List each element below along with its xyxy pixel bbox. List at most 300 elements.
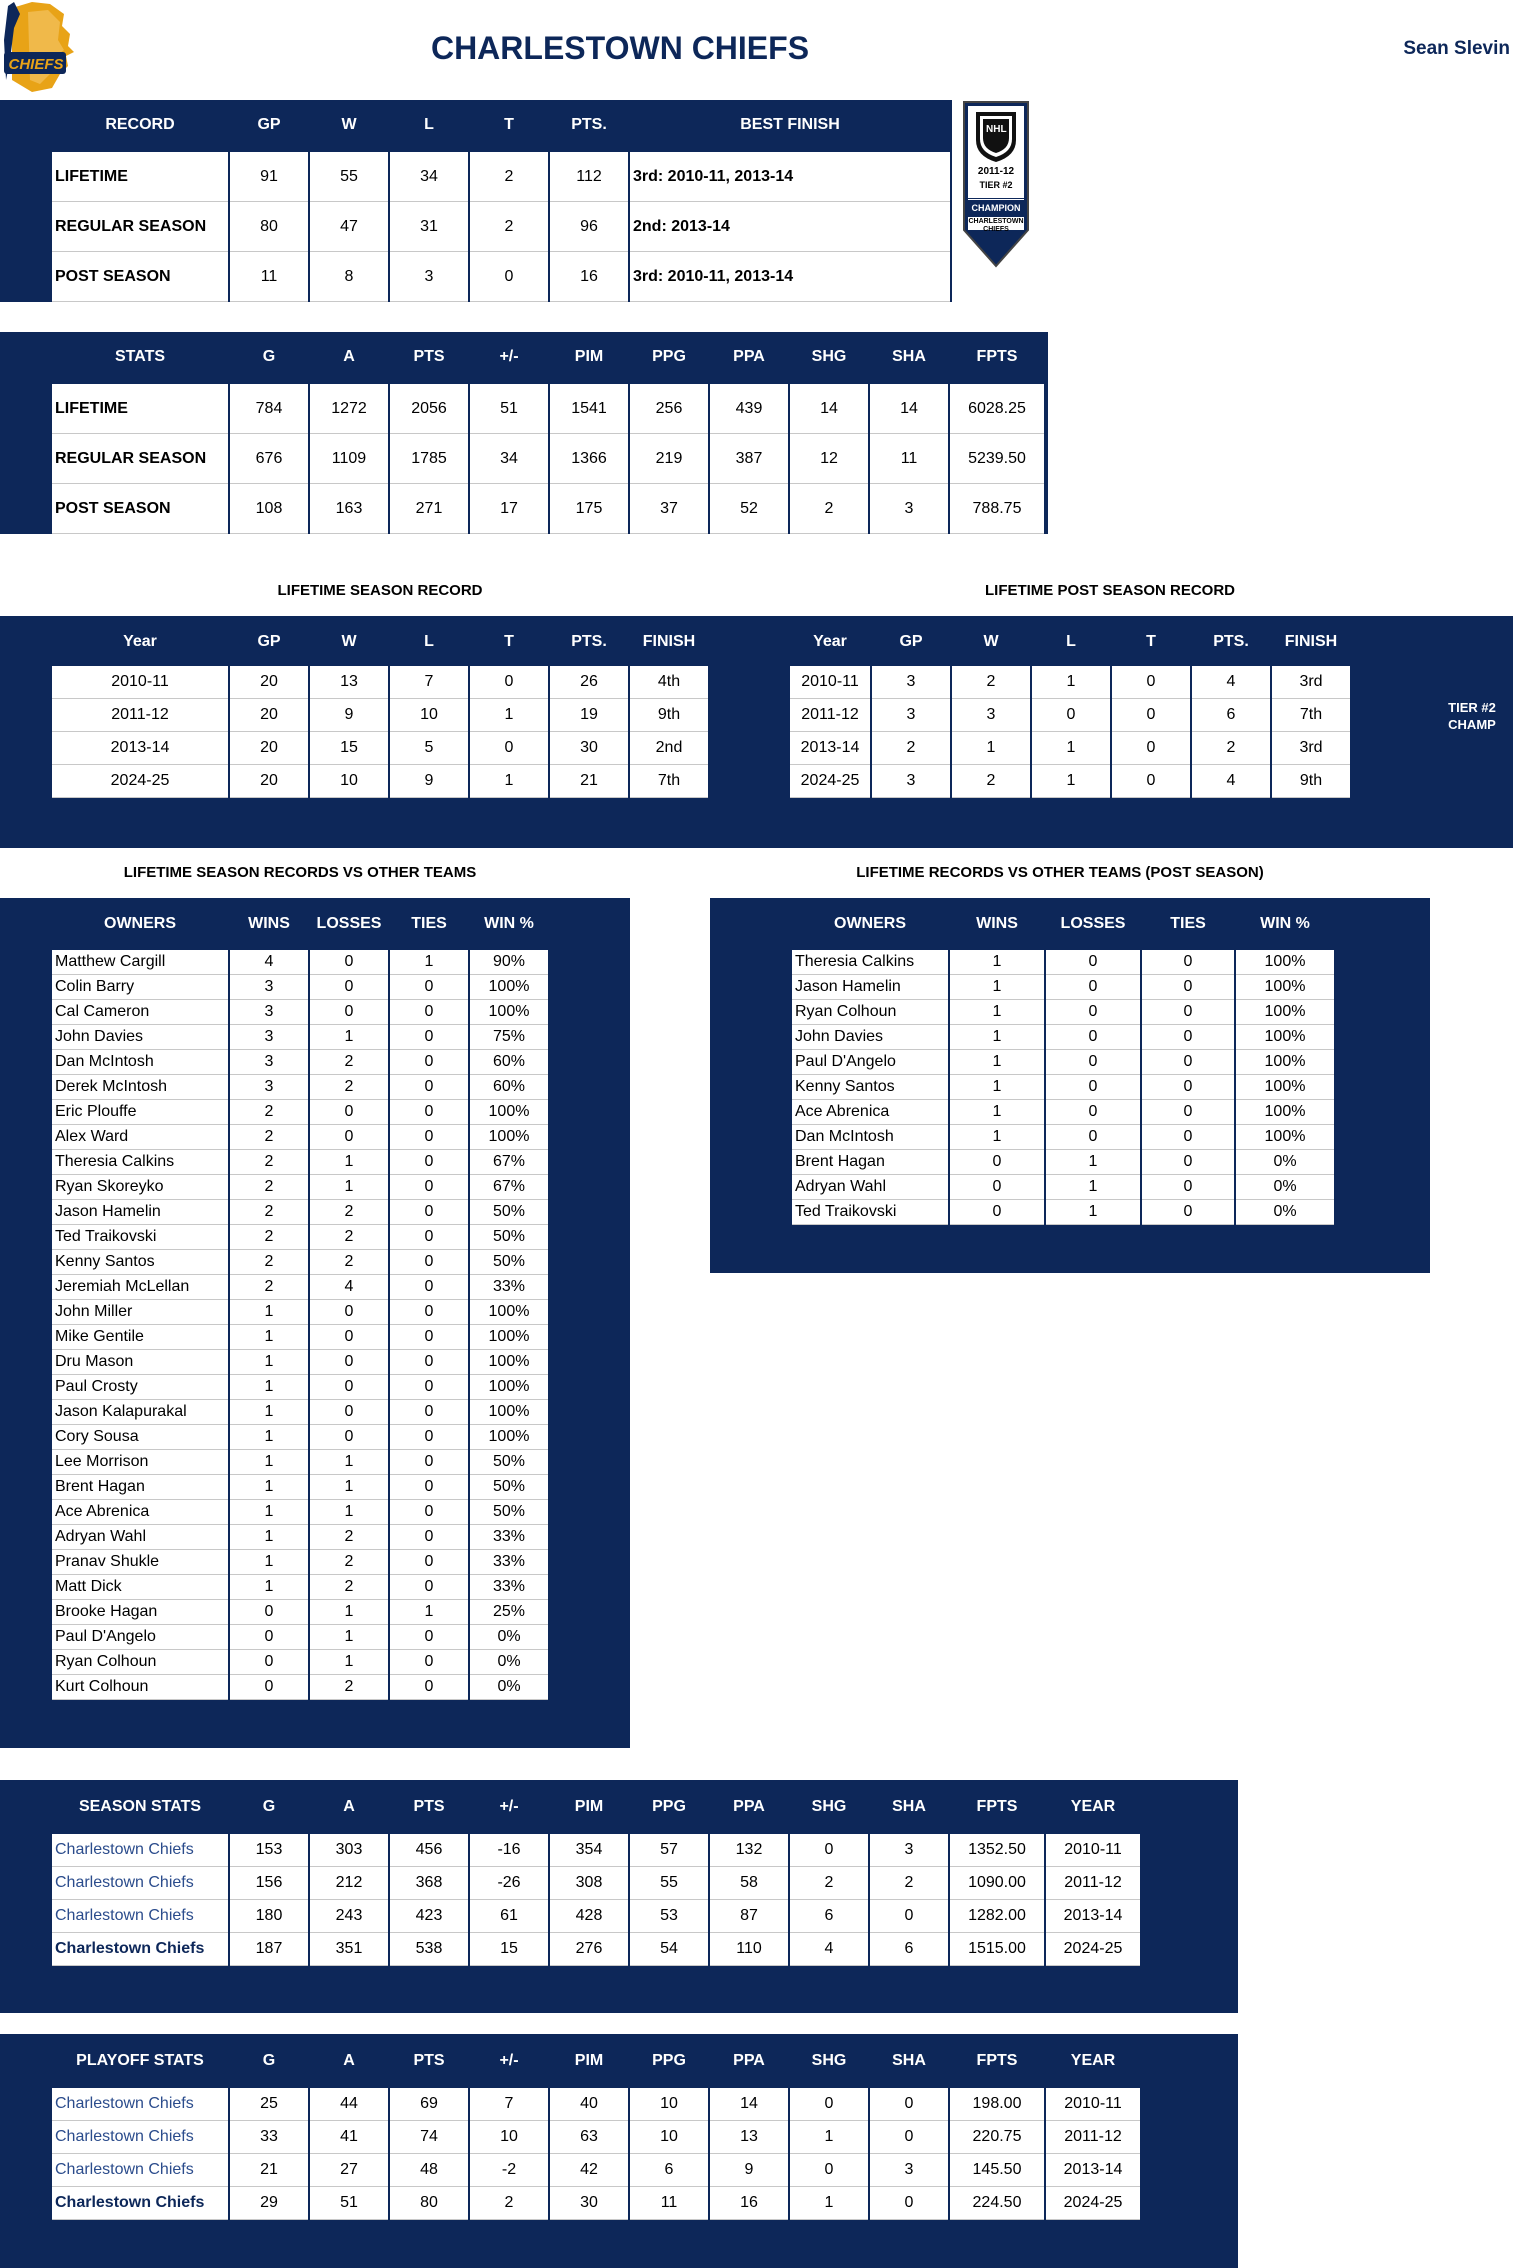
season_record-row-1-cell-2: 9 xyxy=(310,699,388,732)
vs_season-row-17-cell-1: 1 xyxy=(230,1375,308,1400)
season_stats-col-sep-7 xyxy=(708,1834,710,1966)
vs_season-row-2-cell-3: 0 xyxy=(390,1000,468,1025)
stats-header-5: PIM xyxy=(574,348,604,365)
vs_season-row-24-cell-2: 2 xyxy=(310,1550,388,1575)
vs_season-row-7-cell-3: 0 xyxy=(390,1125,468,1150)
record-row-1-cell-5: 96 xyxy=(550,202,628,252)
post_record-header-1: GP xyxy=(899,633,923,650)
playoff_stats-row-2-cell-0[interactable]: Charlestown Chiefs xyxy=(52,2154,228,2187)
playoff_stats-row-0-cell-6: 10 xyxy=(630,2088,708,2121)
post_record-row-0-cell-0: 2010-11 xyxy=(790,666,870,699)
vs_post-col-sep-4 xyxy=(1234,950,1236,1225)
vs_season-row-1-cell-1: 3 xyxy=(230,975,308,1000)
vs_season-row-14-cell-4: 100% xyxy=(470,1300,548,1325)
stats-header-2: A xyxy=(343,348,355,365)
vs_post-row-2-cell-2: 0 xyxy=(1046,1000,1140,1025)
season_stats-col-sep-3 xyxy=(388,1834,390,1966)
stats-header-9: SHA xyxy=(892,348,926,365)
stats-row-1-cell-2: 1109 xyxy=(310,434,388,484)
vs_season-row-10-cell-3: 0 xyxy=(390,1200,468,1225)
vs_season-row-0-cell-4: 90% xyxy=(470,950,548,975)
record-row-1-cell-6: 2nd: 2013-14 xyxy=(630,202,950,252)
vs_post-header-1: WINS xyxy=(976,915,1018,932)
season_stats-row-1-cell-0[interactable]: Charlestown Chiefs xyxy=(52,1867,228,1900)
season_stats-row-3-cell-2: 351 xyxy=(310,1933,388,1966)
vs_post-row-8-cell-1: 0 xyxy=(950,1150,1044,1175)
vs_season-row-13-cell-2: 4 xyxy=(310,1275,388,1300)
vs_post-row-3-cell-3: 0 xyxy=(1142,1025,1234,1050)
season_stats-row-0-cell-1: 153 xyxy=(230,1834,308,1867)
season_stats-row-3-cell-11: 2024-25 xyxy=(1046,1933,1140,1966)
vs_season-row-6-cell-1: 2 xyxy=(230,1100,308,1125)
page-title: CHARLESTOWN CHIEFS xyxy=(430,30,810,66)
playoff_stats-row-1-cell-3: 74 xyxy=(390,2121,468,2154)
vs_post-row-6-cell-0: Ace Abrenica xyxy=(792,1100,948,1125)
vs_season-row-23-cell-1: 1 xyxy=(230,1525,308,1550)
vs_season-row-18-cell-2: 0 xyxy=(310,1400,388,1425)
season_stats-row-1-cell-1: 156 xyxy=(230,1867,308,1900)
vs_post-row-9-cell-3: 0 xyxy=(1142,1175,1234,1200)
season_stats-col-sep-5 xyxy=(548,1834,550,1966)
vs_season-row-16-cell-3: 0 xyxy=(390,1350,468,1375)
record-row-0-cell-1: 91 xyxy=(230,152,308,202)
season_record-row-2-cell-4: 0 xyxy=(470,732,548,765)
vs_season-row-21-cell-3: 0 xyxy=(390,1475,468,1500)
vs_season-row-26-cell-3: 1 xyxy=(390,1600,468,1625)
vs_post-col-sep-1 xyxy=(948,950,950,1225)
season_stats-row-2-cell-7: 87 xyxy=(710,1900,788,1933)
playoff_stats-col-sep-11 xyxy=(1044,2088,1046,2220)
vs_season-row-1-cell-2: 0 xyxy=(310,975,388,1000)
record-row-1-cell-3: 31 xyxy=(390,202,468,252)
vs_season-row-6-cell-2: 0 xyxy=(310,1100,388,1125)
vs_season-row-0-cell-0: Matthew Cargill xyxy=(52,950,228,975)
badge-tier: TIER #2 xyxy=(979,180,1013,190)
season_stats-row-1-cell-10: 1090.00 xyxy=(950,1867,1044,1900)
vs_post-row-9-cell-1: 0 xyxy=(950,1175,1044,1200)
season_stats-row-3-cell-8: 4 xyxy=(790,1933,868,1966)
vs_post-row-7-cell-3: 0 xyxy=(1142,1125,1234,1150)
vs_season-row-24-cell-4: 33% xyxy=(470,1550,548,1575)
stats-header-10: FPTS xyxy=(976,348,1018,365)
stats-row-0-cell-3: 2056 xyxy=(390,384,468,434)
season_stats-row-2-cell-0[interactable]: Charlestown Chiefs xyxy=(52,1900,228,1933)
record-row-0-cell-6: 3rd: 2010-11, 2013-14 xyxy=(630,152,950,202)
stats-row-0-cell-8: 14 xyxy=(790,384,868,434)
vs_season-row-8-cell-2: 1 xyxy=(310,1150,388,1175)
vs_post-row-10-cell-3: 0 xyxy=(1142,1200,1234,1225)
vs_post-row-10-cell-4: 0% xyxy=(1236,1200,1334,1225)
playoff_stats-row-3-cell-11: 2024-25 xyxy=(1046,2187,1140,2220)
record-row-0-cell-4: 2 xyxy=(470,152,548,202)
stats-row-2-cell-7: 52 xyxy=(710,484,788,534)
vs_season-row-27-cell-2: 1 xyxy=(310,1625,388,1650)
record-row-1-cell-1: 80 xyxy=(230,202,308,252)
post_record-header-0: Year xyxy=(813,633,847,650)
vs_post-row-0-cell-0: Theresia Calkins xyxy=(792,950,948,975)
post_record-row-2-cell-1: 2 xyxy=(872,732,950,765)
post_record-header-5: PTS. xyxy=(1213,633,1249,650)
vs_season-row-25-cell-1: 1 xyxy=(230,1575,308,1600)
playoff_stats-row-2-cell-10: 145.50 xyxy=(950,2154,1044,2187)
season_stats-row-3-cell-5: 276 xyxy=(550,1933,628,1966)
season_stats-row-2-cell-8: 6 xyxy=(790,1900,868,1933)
season_record-row-3-cell-1: 20 xyxy=(230,765,308,798)
season_stats-col-sep-4 xyxy=(468,1834,470,1966)
stats-row-1-cell-9: 11 xyxy=(870,434,948,484)
season_stats-row-2-cell-4: 61 xyxy=(470,1900,548,1933)
playoff_stats-row-1-cell-9: 0 xyxy=(870,2121,948,2154)
vs_season-row-22-cell-2: 1 xyxy=(310,1500,388,1525)
vs_season-row-6-cell-3: 0 xyxy=(390,1100,468,1125)
vs_season-row-23-cell-0: Adryan Wahl xyxy=(52,1525,228,1550)
badge-champion: CHAMPION xyxy=(968,200,1024,216)
playoff_stats-row-3-cell-1: 29 xyxy=(230,2187,308,2220)
season_stats-header-0: SEASON STATS xyxy=(78,1798,202,1815)
record-col-sep-4 xyxy=(468,152,470,302)
team-logo xyxy=(2,0,94,96)
playoff_stats-header-0: PLAYOFF STATS xyxy=(76,2052,204,2069)
playoff_stats-col-sep-7 xyxy=(708,2088,710,2220)
vs_season-row-25-cell-0: Matt Dick xyxy=(52,1575,228,1600)
playoff_stats-row-0-cell-2: 44 xyxy=(310,2088,388,2121)
vs_post-row-1-cell-2: 0 xyxy=(1046,975,1140,1000)
playoff_stats-row-3-cell-7: 16 xyxy=(710,2187,788,2220)
vs_season-row-1-cell-4: 100% xyxy=(470,975,548,1000)
season_record-header-6: FINISH xyxy=(642,633,696,650)
playoff_stats-row-3-cell-2: 51 xyxy=(310,2187,388,2220)
vs_post-row-0-cell-3: 0 xyxy=(1142,950,1234,975)
stats-col-sep-6 xyxy=(628,384,630,534)
stats-col-sep-3 xyxy=(388,384,390,534)
vs_season-row-28-cell-3: 0 xyxy=(390,1650,468,1675)
stats-col-sep-2 xyxy=(308,384,310,534)
vs_post-header-3: TIES xyxy=(1170,915,1206,932)
season_record-row-0-cell-2: 13 xyxy=(310,666,388,699)
post_record-row-3-cell-4: 0 xyxy=(1112,765,1190,798)
stats-header-8: SHG xyxy=(811,348,847,365)
vs_post-row-9-cell-4: 0% xyxy=(1236,1175,1334,1200)
vs_season-row-11-cell-1: 2 xyxy=(230,1225,308,1250)
vs_season-row-16-cell-4: 100% xyxy=(470,1350,548,1375)
vs_season-row-3-cell-4: 75% xyxy=(470,1025,548,1050)
record-row-2-cell-3: 3 xyxy=(390,252,468,302)
vs_season-row-24-cell-1: 1 xyxy=(230,1550,308,1575)
season_stats-row-0-cell-0[interactable]: Charlestown Chiefs xyxy=(52,1834,228,1867)
post_record-col-sep-2 xyxy=(950,666,952,798)
record-row-0-cell-5: 112 xyxy=(550,152,628,202)
playoff_stats-row-3-cell-4: 2 xyxy=(470,2187,548,2220)
record-header-4: T xyxy=(504,116,514,133)
vs_season-row-13-cell-1: 2 xyxy=(230,1275,308,1300)
vs_post-row-4-cell-0: Paul D'Angelo xyxy=(792,1050,948,1075)
vs_season-row-11-cell-2: 2 xyxy=(310,1225,388,1250)
record-row-2-cell-0: POST SEASON xyxy=(52,252,228,302)
vs_season-row-16-cell-0: Dru Mason xyxy=(52,1350,228,1375)
vs_post-row-10-cell-1: 0 xyxy=(950,1200,1044,1225)
post_record-row-1-cell-1: 3 xyxy=(872,699,950,732)
vs_season-row-21-cell-2: 1 xyxy=(310,1475,388,1500)
vs-season-title: LIFETIME SEASON RECORDS VS OTHER TEAMS xyxy=(123,864,477,881)
vs_season-row-3-cell-0: John Davies xyxy=(52,1025,228,1050)
playoff_stats-row-2-cell-11: 2013-14 xyxy=(1046,2154,1140,2187)
post-record-title: LIFETIME POST SEASON RECORD xyxy=(984,582,1236,599)
stats-col-sep-5 xyxy=(548,384,550,534)
vs_post-row-3-cell-1: 1 xyxy=(950,1025,1044,1050)
post_record-row-0-cell-2: 2 xyxy=(952,666,1030,699)
season_stats-row-1-cell-5: 308 xyxy=(550,1867,628,1900)
season_record-row-3-cell-5: 21 xyxy=(550,765,628,798)
season_stats-row-3-cell-0[interactable]: Charlestown Chiefs xyxy=(52,1933,228,1966)
vs_season-row-8-cell-4: 67% xyxy=(470,1150,548,1175)
playoff_stats-row-2-cell-6: 6 xyxy=(630,2154,708,2187)
badge-year: 2011-12 xyxy=(977,166,1015,177)
vs_season-row-12-cell-1: 2 xyxy=(230,1250,308,1275)
playoff_stats-row-1-cell-5: 63 xyxy=(550,2121,628,2154)
season_stats-header-10: FPTS xyxy=(976,1798,1018,1815)
vs_season-row-2-cell-0: Cal Cameron xyxy=(52,1000,228,1025)
stats-row-0-cell-4: 51 xyxy=(470,384,548,434)
stats-row-1-cell-6: 219 xyxy=(630,434,708,484)
vs_season-row-4-cell-1: 3 xyxy=(230,1050,308,1075)
stats-row-1-cell-1: 676 xyxy=(230,434,308,484)
stats-row-2-cell-1: 108 xyxy=(230,484,308,534)
nhl-shield-text: NHL xyxy=(986,124,1007,135)
vs_season-row-5-cell-0: Derek McIntosh xyxy=(52,1075,228,1100)
vs_season-row-14-cell-1: 1 xyxy=(230,1300,308,1325)
vs_season-row-21-cell-0: Brent Hagan xyxy=(52,1475,228,1500)
vs_post-header-2: LOSSES xyxy=(1060,915,1126,932)
season_stats-header-7: PPA xyxy=(733,1798,765,1815)
logo-text: CHIEFS xyxy=(8,56,64,73)
vs-post-title: LIFETIME RECORDS VS OTHER TEAMS (POST SEASON) xyxy=(856,864,1264,881)
playoff_stats-row-1-cell-0[interactable]: Charlestown Chiefs xyxy=(52,2121,228,2154)
playoff_stats-header-6: PPG xyxy=(652,2052,686,2069)
playoff_stats-row-0-cell-5: 40 xyxy=(550,2088,628,2121)
playoff_stats-row-3-cell-3: 80 xyxy=(390,2187,468,2220)
season_stats-header-3: PTS xyxy=(413,1798,445,1815)
vs_season-row-23-cell-3: 0 xyxy=(390,1525,468,1550)
season_stats-row-2-cell-10: 1282.00 xyxy=(950,1900,1044,1933)
vs_post-row-0-cell-1: 1 xyxy=(950,950,1044,975)
vs_season-row-17-cell-2: 0 xyxy=(310,1375,388,1400)
playoff_stats-row-3-cell-0[interactable]: Charlestown Chiefs xyxy=(52,2187,228,2220)
vs_season-row-20-cell-0: Lee Morrison xyxy=(52,1450,228,1475)
vs_season-header-2: LOSSES xyxy=(316,915,382,932)
vs_post-row-2-cell-1: 1 xyxy=(950,1000,1044,1025)
playoff_stats-col-sep-1 xyxy=(228,2088,230,2220)
vs_season-row-12-cell-3: 0 xyxy=(390,1250,468,1275)
stats-row-2-cell-8: 2 xyxy=(790,484,868,534)
tier-champ-note-1: TIER #2 xyxy=(1448,700,1496,715)
vs_post-row-8-cell-2: 1 xyxy=(1046,1150,1140,1175)
playoff_stats-row-0-cell-3: 69 xyxy=(390,2088,468,2121)
vs_season-row-15-cell-1: 1 xyxy=(230,1325,308,1350)
vs_season-row-4-cell-2: 2 xyxy=(310,1050,388,1075)
vs_season-row-0-cell-2: 0 xyxy=(310,950,388,975)
season_record-row-3-cell-2: 10 xyxy=(310,765,388,798)
stats-col-sep-4 xyxy=(468,384,470,534)
vs_post-row-5-cell-1: 1 xyxy=(950,1075,1044,1100)
playoff_stats-row-1-cell-6: 10 xyxy=(630,2121,708,2154)
vs_season-row-7-cell-1: 2 xyxy=(230,1125,308,1150)
stats-row-0-cell-0: LIFETIME xyxy=(52,384,228,434)
record-header-5: PTS. xyxy=(571,116,607,133)
playoff_stats-header-11: YEAR xyxy=(1070,2052,1116,2069)
vs_season-row-18-cell-1: 1 xyxy=(230,1400,308,1425)
vs_season-row-15-cell-2: 0 xyxy=(310,1325,388,1350)
post_record-row-3-cell-6: 9th xyxy=(1272,765,1350,798)
vs_season-row-28-cell-2: 1 xyxy=(310,1650,388,1675)
vs_season-row-16-cell-2: 0 xyxy=(310,1350,388,1375)
vs_post-row-4-cell-4: 100% xyxy=(1236,1050,1334,1075)
vs_season-row-5-cell-3: 0 xyxy=(390,1075,468,1100)
vs_season-header-3: TIES xyxy=(411,915,447,932)
season_record-row-0-cell-0: 2010-11 xyxy=(52,666,228,699)
season-record-title: LIFETIME SEASON RECORD xyxy=(277,582,483,599)
stats-row-1-cell-3: 1785 xyxy=(390,434,468,484)
season_record-row-1-cell-4: 1 xyxy=(470,699,548,732)
vs_season-row-25-cell-2: 2 xyxy=(310,1575,388,1600)
season_record-row-1-cell-6: 9th xyxy=(630,699,708,732)
playoff_stats-row-3-cell-5: 30 xyxy=(550,2187,628,2220)
record-row-2-cell-6: 3rd: 2010-11, 2013-14 xyxy=(630,252,950,302)
vs_season-row-1-cell-3: 0 xyxy=(390,975,468,1000)
playoff_stats-header-10: FPTS xyxy=(976,2052,1018,2069)
post_record-row-0-cell-3: 1 xyxy=(1032,666,1110,699)
playoff_stats-header-3: PTS xyxy=(413,2052,445,2069)
vs_season-row-6-cell-4: 100% xyxy=(470,1100,548,1125)
stats-row-2-cell-2: 163 xyxy=(310,484,388,534)
vs_season-row-5-cell-4: 60% xyxy=(470,1075,548,1100)
vs_post-row-5-cell-2: 0 xyxy=(1046,1075,1140,1100)
vs_post-row-6-cell-1: 1 xyxy=(950,1100,1044,1125)
vs_season-row-20-cell-1: 1 xyxy=(230,1450,308,1475)
vs_season-row-13-cell-3: 0 xyxy=(390,1275,468,1300)
vs_season-row-2-cell-1: 3 xyxy=(230,1000,308,1025)
vs_season-row-29-cell-2: 2 xyxy=(310,1675,388,1700)
season_stats-row-3-cell-9: 6 xyxy=(870,1933,948,1966)
vs_season-row-18-cell-0: Jason Kalapurakal xyxy=(52,1400,228,1425)
season_record-row-1-cell-1: 20 xyxy=(230,699,308,732)
vs_season-row-20-cell-3: 0 xyxy=(390,1450,468,1475)
vs_season-row-21-cell-1: 1 xyxy=(230,1475,308,1500)
record-col-sep-3 xyxy=(388,152,390,302)
vs_season-row-4-cell-3: 0 xyxy=(390,1050,468,1075)
vs_season-row-19-cell-3: 0 xyxy=(390,1425,468,1450)
vs_season-row-2-cell-4: 100% xyxy=(470,1000,548,1025)
playoff_stats-row-2-cell-8: 0 xyxy=(790,2154,868,2187)
vs_post-row-3-cell-0: John Davies xyxy=(792,1025,948,1050)
record-header-3: L xyxy=(424,116,434,133)
season_record-row-3-cell-4: 1 xyxy=(470,765,548,798)
stats-row-2-cell-4: 17 xyxy=(470,484,548,534)
season_stats-row-1-cell-6: 55 xyxy=(630,1867,708,1900)
season_stats-row-2-cell-3: 423 xyxy=(390,1900,468,1933)
vs_season-row-19-cell-0: Cory Sousa xyxy=(52,1425,228,1450)
vs_season-row-17-cell-4: 100% xyxy=(470,1375,548,1400)
season_stats-row-2-cell-1: 180 xyxy=(230,1900,308,1933)
stats-row-2-cell-3: 271 xyxy=(390,484,468,534)
vs_post-row-4-cell-1: 1 xyxy=(950,1050,1044,1075)
season_record-header-2: W xyxy=(341,633,357,650)
vs_season-row-11-cell-3: 0 xyxy=(390,1225,468,1250)
post_record-col-sep-5 xyxy=(1190,666,1192,798)
playoff_stats-col-sep-5 xyxy=(548,2088,550,2220)
vs_season-row-9-cell-1: 2 xyxy=(230,1175,308,1200)
vs_post-row-9-cell-2: 1 xyxy=(1046,1175,1140,1200)
vs_post-row-4-cell-3: 0 xyxy=(1142,1050,1234,1075)
record-row-2-cell-5: 16 xyxy=(550,252,628,302)
vs_season-row-12-cell-0: Kenny Santos xyxy=(52,1250,228,1275)
vs_season-row-24-cell-0: Pranav Shukle xyxy=(52,1550,228,1575)
vs_season-row-26-cell-2: 1 xyxy=(310,1600,388,1625)
vs_season-row-22-cell-4: 50% xyxy=(470,1500,548,1525)
record-col-sep-2 xyxy=(308,152,310,302)
playoff_stats-row-1-cell-11: 2011-12 xyxy=(1046,2121,1140,2154)
vs_season-col-sep-3 xyxy=(388,950,390,1700)
stats-row-0-cell-6: 256 xyxy=(630,384,708,434)
stats-col-sep-1 xyxy=(228,384,230,534)
playoff_stats-col-sep-9 xyxy=(868,2088,870,2220)
season_record-row-0-cell-5: 26 xyxy=(550,666,628,699)
vs_season-row-6-cell-0: Eric Plouffe xyxy=(52,1100,228,1125)
post_record-row-2-cell-3: 1 xyxy=(1032,732,1110,765)
badge-team-1: CHARLESTOWN xyxy=(968,218,1024,225)
season_stats-col-sep-2 xyxy=(308,1834,310,1966)
playoff_stats-row-0-cell-0[interactable]: Charlestown Chiefs xyxy=(52,2088,228,2121)
playoff_stats-row-0-cell-11: 2010-11 xyxy=(1046,2088,1140,2121)
season_stats-row-1-cell-11: 2011-12 xyxy=(1046,1867,1140,1900)
playoff_stats-header-9: SHA xyxy=(892,2052,926,2069)
season_stats-row-0-cell-5: 354 xyxy=(550,1834,628,1867)
stats-row-2-cell-6: 37 xyxy=(630,484,708,534)
vs_season-row-29-cell-3: 0 xyxy=(390,1675,468,1700)
vs_season-row-28-cell-4: 0% xyxy=(470,1650,548,1675)
post_record-row-3-cell-3: 1 xyxy=(1032,765,1110,798)
stats-row-2-cell-0: POST SEASON xyxy=(52,484,228,534)
stats-row-0-cell-7: 439 xyxy=(710,384,788,434)
playoff_stats-row-3-cell-8: 1 xyxy=(790,2187,868,2220)
playoff_stats-header-5: PIM xyxy=(574,2052,604,2069)
vs_season-row-20-cell-2: 1 xyxy=(310,1450,388,1475)
season_stats-row-0-cell-6: 57 xyxy=(630,1834,708,1867)
vs_post-row-5-cell-4: 100% xyxy=(1236,1075,1334,1100)
vs_post-row-4-cell-2: 0 xyxy=(1046,1050,1140,1075)
playoff_stats-row-1-cell-10: 220.75 xyxy=(950,2121,1044,2154)
record-row-1-cell-0: REGULAR SEASON xyxy=(52,202,228,252)
playoff_stats-col-sep-10 xyxy=(948,2088,950,2220)
season_record-row-3-cell-3: 9 xyxy=(390,765,468,798)
post_record-row-2-cell-6: 3rd xyxy=(1272,732,1350,765)
vs_season-row-22-cell-1: 1 xyxy=(230,1500,308,1525)
post_record-row-1-cell-2: 3 xyxy=(952,699,1030,732)
tier-champ-note-2: CHAMP xyxy=(1448,717,1496,732)
season_record-row-2-cell-2: 15 xyxy=(310,732,388,765)
post_record-row-2-cell-4: 0 xyxy=(1112,732,1190,765)
stats-header-0: STATS xyxy=(114,348,166,365)
vs_season-row-12-cell-2: 2 xyxy=(310,1250,388,1275)
season_record-header-5: PTS. xyxy=(571,633,607,650)
season_stats-header-4: +/- xyxy=(499,1798,519,1815)
vs_season-row-10-cell-0: Jason Hamelin xyxy=(52,1200,228,1225)
playoff_stats-row-2-cell-1: 21 xyxy=(230,2154,308,2187)
vs_season-row-11-cell-0: Ted Traikovski xyxy=(52,1225,228,1250)
vs_season-row-8-cell-0: Theresia Calkins xyxy=(52,1150,228,1175)
season_stats-col-sep-9 xyxy=(868,1834,870,1966)
stats-row-2-cell-9: 3 xyxy=(870,484,948,534)
stats-row-1-cell-7: 387 xyxy=(710,434,788,484)
